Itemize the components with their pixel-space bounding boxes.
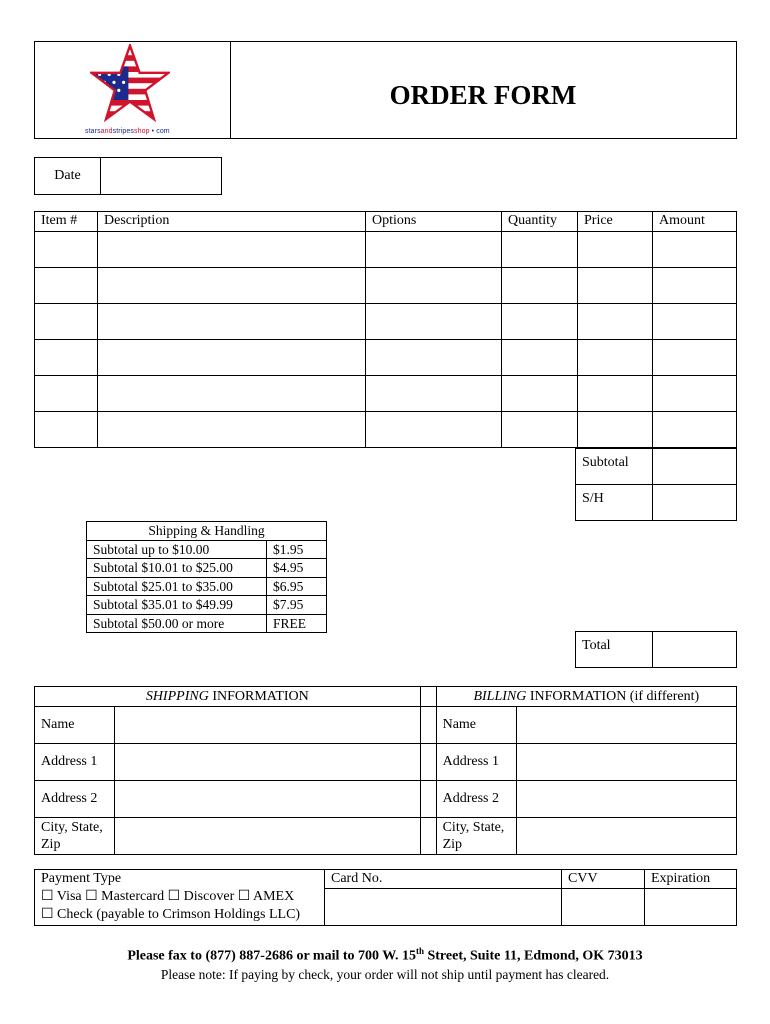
order-form-header (34, 41, 737, 139)
items-header-row (35, 212, 737, 232)
payment-options-check[interactable]: ☐ Check (payable to Crimson Holdings LLC) (41, 907, 301, 922)
sh-range: Subtotal $25.01 to $35.00 (87, 577, 267, 596)
table-row (35, 232, 737, 268)
item-number-cell[interactable] (35, 304, 98, 340)
subtotal-box (575, 448, 737, 521)
cvv-label: CVV (568, 871, 598, 886)
date-label: Date (35, 158, 101, 195)
payment-type-label: Payment Type (41, 871, 122, 886)
sh-cost: $6.95 (267, 577, 327, 596)
shipping-city-field[interactable] (115, 818, 421, 855)
billing-city-label: City, State, Zip (436, 818, 516, 855)
col-item-number: Item # (35, 212, 98, 232)
description-cell[interactable] (98, 232, 366, 268)
price-cell[interactable] (578, 376, 653, 412)
billing-city-field[interactable] (516, 818, 736, 855)
sh-cost: FREE (267, 614, 327, 633)
amount-cell[interactable] (653, 304, 737, 340)
item-number-cell[interactable] (35, 340, 98, 376)
payment-options-cards[interactable]: ☐ Visa ☐ Mastercard ☐ Discover ☐ AMEX (41, 889, 295, 904)
card-number-field[interactable] (325, 870, 562, 926)
billing-address2-field[interactable] (516, 781, 736, 818)
quantity-cell[interactable] (502, 232, 578, 268)
options-cell[interactable] (366, 304, 502, 340)
table-row (87, 577, 327, 596)
footer-contact: Please fax to (877) 887-2686 or mail to 700 W. 15th Street, Suite 11, Edmond, OK 73013 (127, 946, 643, 964)
amount-cell[interactable] (653, 268, 737, 304)
table-row (87, 559, 327, 578)
shipping-city-label: City, State, Zip (35, 818, 115, 855)
table-row (35, 268, 737, 304)
payment-divider (324, 888, 737, 889)
payment-table (34, 869, 737, 926)
price-cell[interactable] (578, 268, 653, 304)
options-cell[interactable] (366, 412, 502, 448)
star-logo-icon (90, 44, 170, 124)
quantity-cell[interactable] (502, 268, 578, 304)
shipping-address2-field[interactable] (115, 781, 421, 818)
shipping-name-label: Name (35, 707, 115, 744)
table-row (35, 340, 737, 376)
logo-cell (35, 42, 231, 138)
shipping-handling-table (86, 521, 327, 633)
price-cell[interactable] (578, 304, 653, 340)
billing-info-title: BILLING INFORMATION (if different) (436, 687, 736, 707)
amount-cell[interactable] (653, 340, 737, 376)
cvv-field[interactable] (562, 870, 645, 926)
sh-range: Subtotal $50.00 or more (87, 614, 267, 633)
total-box (575, 631, 737, 668)
description-cell[interactable] (98, 376, 366, 412)
description-cell[interactable] (98, 340, 366, 376)
date-field[interactable] (101, 158, 222, 195)
quantity-cell[interactable] (502, 304, 578, 340)
address-table (34, 686, 737, 855)
shipping-address2-label: Address 2 (35, 781, 115, 818)
table-row (35, 412, 737, 448)
billing-address1-field[interactable] (516, 744, 736, 781)
sh-cost: $1.95 (267, 540, 327, 559)
table-row (87, 540, 327, 559)
item-number-cell[interactable] (35, 232, 98, 268)
item-number-cell[interactable] (35, 412, 98, 448)
col-description: Description (98, 212, 366, 232)
expiration-field[interactable] (645, 870, 737, 926)
sh-table-title: Shipping & Handling (87, 522, 327, 541)
expiration-label: Expiration (651, 871, 711, 886)
sh-label: S/H (576, 485, 653, 521)
shipping-address1-label: Address 1 (35, 744, 115, 781)
spacer-cell (420, 744, 436, 781)
footer (0, 942, 770, 984)
sh-cost: $7.95 (267, 596, 327, 615)
spacer-cell (420, 818, 436, 855)
shipping-name-field[interactable] (115, 707, 421, 744)
amount-cell[interactable] (653, 376, 737, 412)
table-row (35, 376, 737, 412)
amount-cell[interactable] (653, 232, 737, 268)
quantity-cell[interactable] (502, 412, 578, 448)
total-field[interactable] (653, 632, 737, 668)
table-row (87, 614, 327, 633)
payment-type-cell[interactable] (35, 870, 325, 926)
quantity-cell[interactable] (502, 340, 578, 376)
table-row (35, 304, 737, 340)
billing-name-label: Name (436, 707, 516, 744)
options-cell[interactable] (366, 232, 502, 268)
shipping-address1-field[interactable] (115, 744, 421, 781)
sh-field[interactable] (653, 485, 737, 521)
spacer-cell (420, 707, 436, 744)
price-cell[interactable] (578, 340, 653, 376)
options-cell[interactable] (366, 268, 502, 304)
col-options: Options (366, 212, 502, 232)
options-cell[interactable] (366, 376, 502, 412)
table-row (87, 596, 327, 615)
spacer-cell (420, 687, 436, 707)
price-cell[interactable] (578, 232, 653, 268)
sh-range: Subtotal $10.01 to $25.00 (87, 559, 267, 578)
options-cell[interactable] (366, 340, 502, 376)
billing-address1-label: Address 1 (436, 744, 516, 781)
subtotal-field[interactable] (653, 449, 737, 485)
sh-range: Subtotal $35.01 to $49.99 (87, 596, 267, 615)
sh-range: Subtotal up to $10.00 (87, 540, 267, 559)
subtotal-label: Subtotal (576, 449, 653, 485)
description-cell[interactable] (98, 268, 366, 304)
amount-cell[interactable] (653, 412, 737, 448)
price-cell[interactable] (578, 412, 653, 448)
billing-address2-label: Address 2 (436, 781, 516, 818)
description-cell[interactable] (98, 304, 366, 340)
footer-note: Please note: If paying by check, your order will not ship until payment has cleared. (160, 966, 610, 982)
card-number-label: Card No. (331, 871, 383, 886)
item-number-cell[interactable] (35, 376, 98, 412)
item-number-cell[interactable] (35, 268, 98, 304)
quantity-cell[interactable] (502, 376, 578, 412)
col-price: Price (578, 212, 653, 232)
total-label: Total (576, 632, 653, 668)
description-cell[interactable] (98, 412, 366, 448)
page-title: ORDER FORM (389, 80, 577, 110)
col-amount: Amount (653, 212, 737, 232)
spacer-cell (420, 781, 436, 818)
sh-cost: $4.95 (267, 559, 327, 578)
shipping-info-title: SHIPPING INFORMATION (35, 687, 421, 707)
logo-wordmark: starsandstripesshop • com (85, 128, 170, 135)
date-box (34, 157, 222, 195)
items-table (34, 211, 737, 448)
billing-name-field[interactable] (516, 707, 736, 744)
col-quantity: Quantity (502, 212, 578, 232)
